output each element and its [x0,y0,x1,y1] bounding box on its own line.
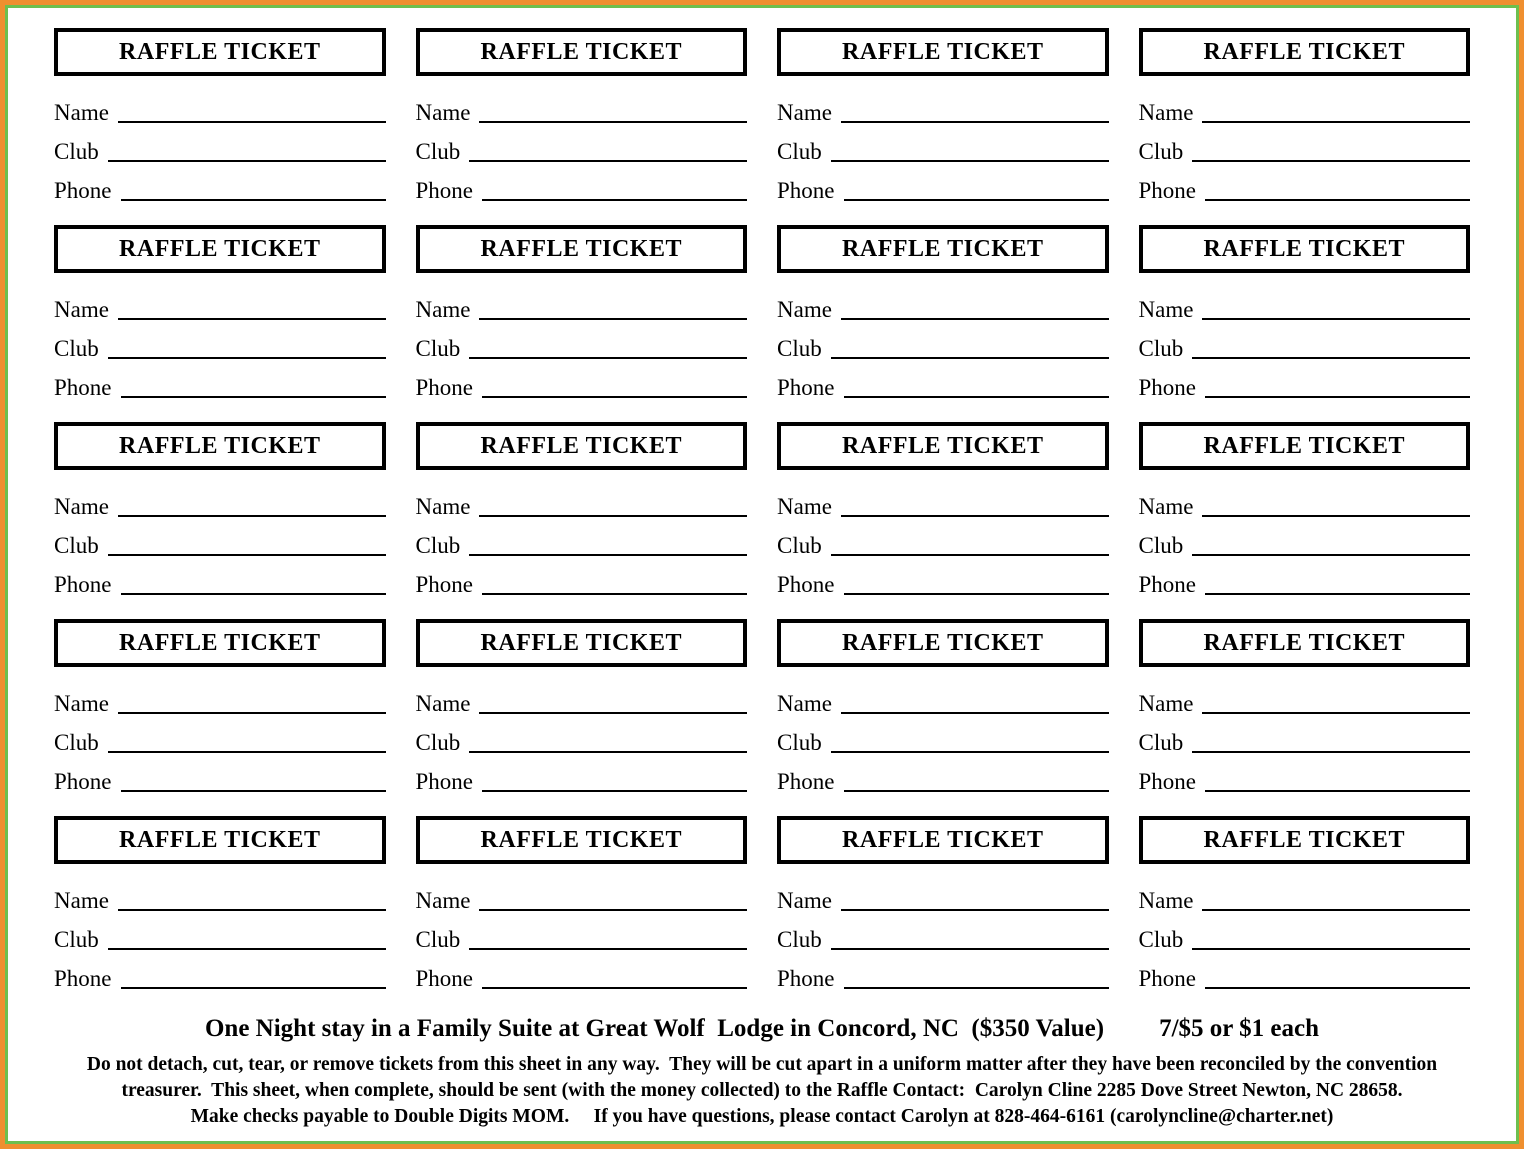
club-label: Club [415,927,461,952]
field-phone [54,167,386,206]
phone-label: Phone [777,769,835,794]
club-label: Club [777,336,822,361]
phone-write-in-line [1205,593,1470,595]
name-write-in-line [479,318,747,320]
name-write-in-line [479,515,747,517]
name-write-in-line [479,712,747,714]
name-write-in-line [1202,121,1470,123]
field-phone [777,167,1109,206]
name-label: Name [777,888,832,913]
club-write-in-line [108,554,386,556]
ticket-title: RAFFLE TICKET [416,619,748,667]
club-label: Club [1138,533,1184,558]
phone-write-in-line [844,790,1109,792]
club-label: Club [1138,927,1184,952]
field-name [416,680,748,719]
phone-label: Phone [54,375,112,400]
field-club [416,719,748,758]
name-write-in-line [841,318,1109,320]
field-club [1139,522,1471,561]
club-label: Club [415,139,461,164]
club-label: Club [54,730,99,755]
field-phone [1139,364,1471,403]
field-name [1139,680,1471,719]
field-phone [54,561,386,600]
phone-label: Phone [1138,375,1196,400]
field-name [777,877,1109,916]
name-write-in-line [1202,318,1470,320]
raffle-ticket [777,816,1109,994]
field-club [777,522,1109,561]
instructions-line-3: Make checks payable to Double Digits MOM. If you have questions, please contact Carolyn at 828-464-6161 (carolyncline@charter.net) [190,1106,1334,1127]
phone-write-in-line [482,987,747,989]
phone-label: Phone [777,572,835,597]
field-name [54,89,386,128]
club-write-in-line [1192,751,1470,753]
ticket-title: RAFFLE TICKET [54,225,386,273]
field-name [54,286,386,325]
club-write-in-line [108,160,386,162]
instructions-line-2: treasurer. This sheet, when complete, should be sent (with the money collected) to the Raffle Contact: Carolyn Cline 2285 Dove Street Newton, NC 28658. [121,1080,1403,1101]
raffle-ticket [777,225,1109,403]
raffle-ticket [416,28,748,206]
club-write-in-line [469,357,747,359]
name-label: Name [54,691,109,716]
field-phone [54,364,386,403]
phone-label: Phone [54,769,112,794]
ticket-title: RAFFLE TICKET [777,225,1109,273]
club-write-in-line [1192,357,1470,359]
field-phone [1139,167,1471,206]
field-club [777,325,1109,364]
ticket-title: RAFFLE TICKET [54,619,386,667]
raffle-ticket [1139,816,1471,994]
club-write-in-line [108,948,386,950]
name-label: Name [415,100,471,125]
raffle-ticket [416,619,748,797]
ticket-title: RAFFLE TICKET [1139,28,1471,76]
ticket-title: RAFFLE TICKET [416,816,748,864]
raffle-ticket [416,816,748,994]
name-write-in-line [1202,712,1470,714]
field-phone [777,758,1109,797]
ticket-title: RAFFLE TICKET [1139,619,1471,667]
name-write-in-line [841,515,1109,517]
field-club [416,522,748,561]
phone-label: Phone [415,375,473,400]
name-write-in-line [118,318,386,320]
name-write-in-line [841,121,1109,123]
phone-label: Phone [415,572,473,597]
club-write-in-line [469,751,747,753]
raffle-ticket [54,28,386,206]
field-name [416,89,748,128]
club-write-in-line [831,160,1109,162]
instructions-line-1: Do not detach, cut, tear, or remove tickets from this sheet in any way. They will be cut apart in a uniform matter after they have been reconciled by the convention [86,1054,1438,1075]
field-club [54,719,386,758]
field-phone [416,758,748,797]
ticket-title: RAFFLE TICKET [54,28,386,76]
phone-label: Phone [1138,178,1196,203]
field-name [777,89,1109,128]
phone-label: Phone [54,572,112,597]
field-name [54,483,386,522]
club-write-in-line [831,554,1109,556]
ticket-title: RAFFLE TICKET [1139,816,1471,864]
raffle-ticket [54,816,386,994]
field-club [777,916,1109,955]
club-write-in-line [1192,160,1470,162]
name-label: Name [777,297,832,322]
name-label: Name [54,297,109,322]
phone-label: Phone [415,966,473,991]
club-label: Club [1138,730,1184,755]
phone-write-in-line [844,987,1109,989]
field-name [777,483,1109,522]
name-write-in-line [118,909,386,911]
field-name [1139,286,1471,325]
raffle-ticket [1139,422,1471,600]
raffle-ticket [416,422,748,600]
field-club [1139,916,1471,955]
prize-description: One Night stay in a Family Suite at Great Wolf Lodge in Concord, NC ($350 Value) [204,1015,1105,1042]
club-write-in-line [469,948,747,950]
phone-write-in-line [121,396,386,398]
phone-label: Phone [1138,769,1196,794]
phone-label: Phone [1138,572,1196,597]
name-label: Name [54,888,109,913]
ticket-title: RAFFLE TICKET [1139,422,1471,470]
name-write-in-line [479,909,747,911]
field-phone [416,561,748,600]
name-write-in-line [118,712,386,714]
club-label: Club [415,730,461,755]
sheet-inner-border [5,5,1519,1144]
club-write-in-line [1192,554,1470,556]
field-club [416,128,748,167]
phone-label: Phone [54,178,112,203]
phone-label: Phone [777,375,835,400]
field-club [1139,128,1471,167]
phone-write-in-line [121,593,386,595]
field-phone [416,955,748,994]
ticket-title: RAFFLE TICKET [777,28,1109,76]
phone-write-in-line [1205,199,1470,201]
prize-line [54,1015,1470,1043]
name-label: Name [777,494,832,519]
ticket-title: RAFFLE TICKET [416,28,748,76]
field-phone [54,955,386,994]
club-label: Club [54,336,99,361]
phone-label: Phone [54,966,112,991]
field-name [54,877,386,916]
phone-write-in-line [482,396,747,398]
field-club [54,128,386,167]
name-label: Name [415,888,471,913]
name-write-in-line [1202,515,1470,517]
club-write-in-line [469,160,747,162]
phone-label: Phone [777,966,835,991]
club-write-in-line [108,751,386,753]
field-phone [54,758,386,797]
club-label: Club [777,927,822,952]
name-label: Name [54,494,109,519]
ticket-title: RAFFLE TICKET [1139,225,1471,273]
club-write-in-line [831,948,1109,950]
club-write-in-line [831,751,1109,753]
field-club [777,128,1109,167]
phone-write-in-line [1205,396,1470,398]
club-write-in-line [1192,948,1470,950]
club-write-in-line [831,357,1109,359]
field-phone [777,364,1109,403]
club-label: Club [1138,139,1184,164]
club-label: Club [54,927,99,952]
club-label: Club [1138,336,1184,361]
field-phone [1139,955,1471,994]
club-label: Club [54,139,99,164]
field-name [1139,483,1471,522]
phone-write-in-line [844,199,1109,201]
field-name [416,877,748,916]
name-write-in-line [479,121,747,123]
name-label: Name [1138,297,1194,322]
field-club [416,325,748,364]
field-name [54,680,386,719]
raffle-ticket [1139,225,1471,403]
name-label: Name [1138,691,1194,716]
field-phone [416,167,748,206]
field-phone [416,364,748,403]
field-name [416,483,748,522]
name-write-in-line [118,121,386,123]
raffle-ticket [54,619,386,797]
ticket-title: RAFFLE TICKET [777,422,1109,470]
field-name [777,680,1109,719]
ticket-title: RAFFLE TICKET [54,422,386,470]
name-label: Name [1138,100,1194,125]
club-label: Club [777,139,822,164]
field-name [1139,877,1471,916]
name-label: Name [777,691,832,716]
phone-write-in-line [482,593,747,595]
raffle-ticket [777,619,1109,797]
field-phone [777,561,1109,600]
field-phone [1139,758,1471,797]
phone-write-in-line [844,396,1109,398]
instructions [54,1052,1470,1130]
phone-label: Phone [1138,966,1196,991]
raffle-ticket [777,422,1109,600]
field-club [1139,719,1471,758]
field-club [1139,325,1471,364]
club-label: Club [777,533,822,558]
field-name [416,286,748,325]
field-club [54,916,386,955]
name-label: Name [54,100,109,125]
club-write-in-line [108,357,386,359]
phone-write-in-line [1205,790,1470,792]
club-label: Club [415,533,461,558]
raffle-ticket [777,28,1109,206]
name-write-in-line [1202,909,1470,911]
ticket-title: RAFFLE TICKET [416,225,748,273]
name-label: Name [1138,494,1194,519]
club-label: Club [54,533,99,558]
name-write-in-line [841,909,1109,911]
field-club [54,522,386,561]
phone-label: Phone [415,178,473,203]
field-name [777,286,1109,325]
phone-label: Phone [777,178,835,203]
name-label: Name [415,691,471,716]
phone-write-in-line [121,987,386,989]
field-club [777,719,1109,758]
raffle-ticket [416,225,748,403]
ticket-title: RAFFLE TICKET [54,816,386,864]
club-label: Club [777,730,822,755]
field-phone [777,955,1109,994]
field-club [416,916,748,955]
raffle-ticket [54,225,386,403]
phone-write-in-line [482,199,747,201]
name-label: Name [415,494,471,519]
ticket-title: RAFFLE TICKET [416,422,748,470]
raffle-ticket [54,422,386,600]
raffle-ticket [1139,28,1471,206]
raffle-ticket [1139,619,1471,797]
phone-write-in-line [121,790,386,792]
phone-write-in-line [121,199,386,201]
phone-label: Phone [415,769,473,794]
name-write-in-line [841,712,1109,714]
ticket-price: 7/$5 or $1 each [1159,1015,1320,1042]
ticket-grid [54,28,1470,1013]
name-label: Name [415,297,471,322]
phone-write-in-line [1205,987,1470,989]
ticket-title: RAFFLE TICKET [777,619,1109,667]
name-write-in-line [118,515,386,517]
field-club [54,325,386,364]
name-label: Name [1138,888,1194,913]
club-write-in-line [469,554,747,556]
ticket-title: RAFFLE TICKET [777,816,1109,864]
name-label: Name [777,100,832,125]
field-name [1139,89,1471,128]
club-label: Club [415,336,461,361]
phone-write-in-line [482,790,747,792]
phone-write-in-line [844,593,1109,595]
field-phone [1139,561,1471,600]
